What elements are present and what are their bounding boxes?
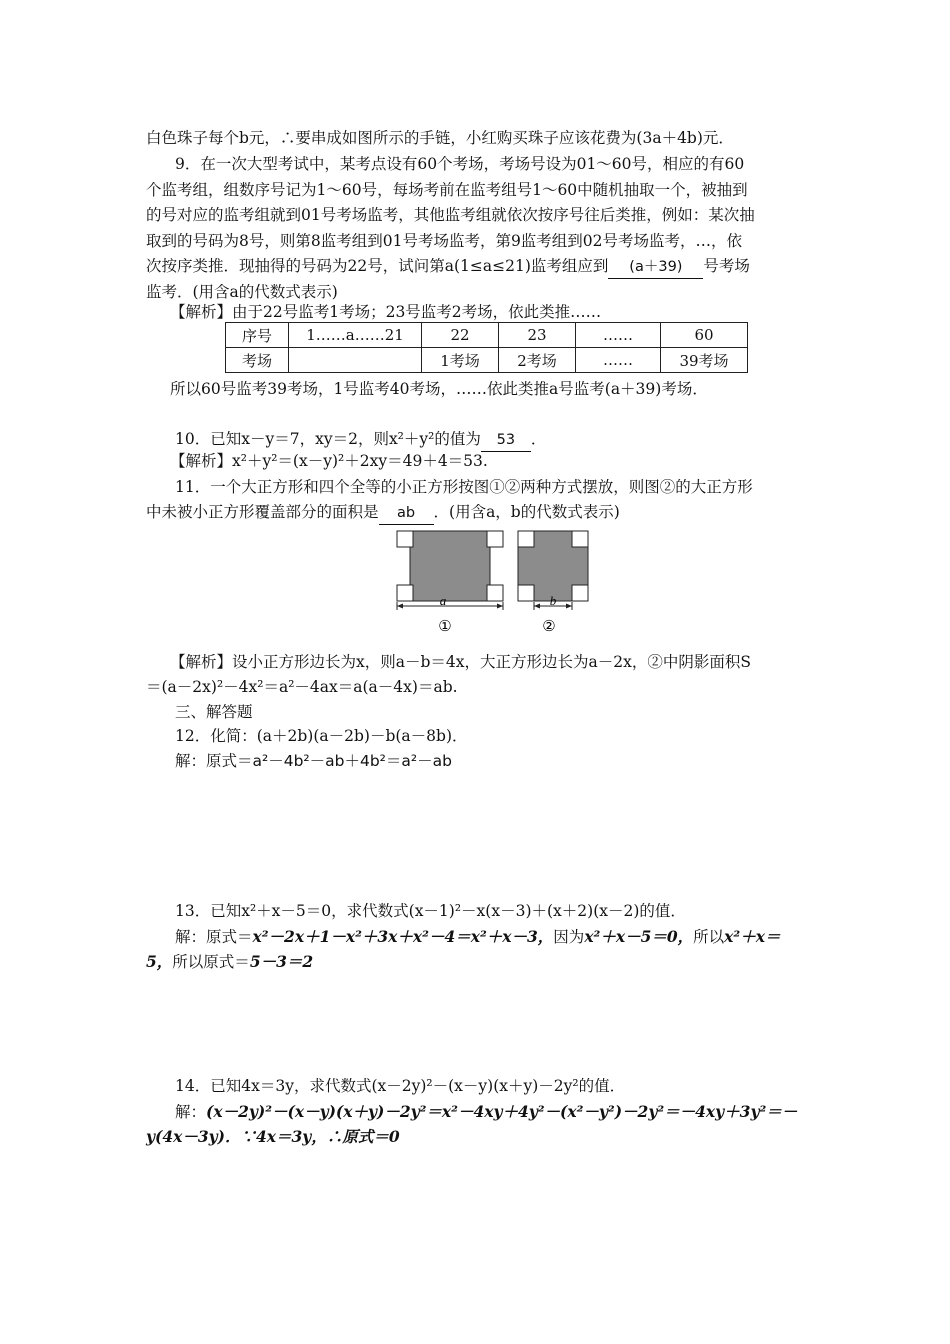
table xyxy=(225,322,748,373)
text-segment: 解：原式＝ xyxy=(175,928,253,946)
table-cell: 60 xyxy=(661,323,748,348)
text-segment: 10．已知x－y＝7，xy＝2，则x²＋y²的值为 xyxy=(175,430,481,448)
text-line: 个监考组，组数序号记为1～60号，每场考前在监考组号1～60中随机抽取一个，被抽到 xyxy=(146,181,748,199)
solution-expression: a²－4b²－ab＋4b²＝a²－ab xyxy=(252,752,452,770)
text-segment: 所以 xyxy=(693,928,725,946)
solution-expression: x²＋x－5＝0， xyxy=(584,927,694,946)
text-line xyxy=(146,1126,400,1148)
text-line: 的号对应的监考组就到01号考场监考，其他监考组就依次按序号往后类推，例如：某次抽 xyxy=(146,206,755,224)
solution-14 xyxy=(175,1101,797,1123)
table-row xyxy=(226,348,748,373)
table-cell: …… xyxy=(576,323,661,348)
question-9: 9．在一次大型考试中，某考点设有60个考场，考场号设为01～60号，相应的有60 xyxy=(175,155,745,173)
label-a: a xyxy=(439,593,447,608)
small-square xyxy=(572,585,588,601)
text-line: 所以60号监考39考场，1号监考40考场，……依此类推a号监考(a＋39)考场． xyxy=(170,380,708,398)
solution-expression: x²－2x＋1－x²＋3x＋x²－4＝x²＋x－3， xyxy=(252,927,554,946)
arrow-head xyxy=(497,604,503,609)
table-cell: 23 xyxy=(499,323,576,348)
small-square xyxy=(572,531,588,547)
table-cell: 2考场 xyxy=(499,348,576,373)
text-segment: 解： xyxy=(175,1103,207,1121)
figure-2 xyxy=(518,531,588,635)
text-line: 白色珠子每个b元，∴要串成如图所示的手链，小红购买珠子应该花费为(3a＋4b)元． xyxy=(146,129,734,147)
text-line: ＝(a－2x)²－4x²＝a²－4ax＝a(a－4x)＝ab. xyxy=(146,678,458,696)
answer-blank: (a＋39) xyxy=(608,256,703,279)
question-10 xyxy=(175,428,546,452)
table-cell: 考场 xyxy=(226,348,289,373)
solution-expression: ∴原式＝0 xyxy=(326,1127,400,1146)
answer-blank: ab xyxy=(379,502,434,525)
caption-2: ② xyxy=(542,617,556,635)
table-cell: 序号 xyxy=(226,323,289,348)
solution-expression: x²＋x＝ xyxy=(724,927,781,946)
text-line xyxy=(146,255,750,279)
table-cell: …… xyxy=(576,348,661,373)
caption-1: ① xyxy=(438,617,452,635)
arrow-head xyxy=(397,604,403,609)
small-square xyxy=(487,585,503,601)
text-segment: 因为 xyxy=(553,928,585,946)
table-row xyxy=(226,323,748,348)
explanation: 【解析】由于22号监考1考场；23号监考2考场，依此类推…… xyxy=(170,303,602,321)
arrow-head xyxy=(566,604,572,609)
table-cell xyxy=(289,348,422,373)
solution-expression: y(4x－3y)． xyxy=(146,1127,241,1146)
arrow-head xyxy=(534,604,540,609)
text-segment: 次按序类推．现抽得的号码为22号，试问第a(1≤a≤21)监考组应到 xyxy=(146,257,609,275)
solution-expression: 5－3＝2 xyxy=(249,952,314,971)
solution-expression: ∵4x＝3y， xyxy=(240,1127,327,1146)
text-line: 监考．(用含a的代数式表示) xyxy=(146,283,338,301)
table-cell: 1考场 xyxy=(422,348,499,373)
solution-expression: 5， xyxy=(146,952,173,971)
question-13: 13．已知x²＋x－5＝0，求代数式(x－1)²－x(x－3)＋(x＋2)(x－2)的值． xyxy=(175,902,686,920)
text-segment: ． xyxy=(530,430,547,448)
text-segment: ．(用含a，b的代数式表示) xyxy=(433,503,620,521)
large-square-shaded xyxy=(410,531,490,601)
solution-13 xyxy=(175,926,780,948)
question-14: 14．已知4x＝3y，求代数式(x－2y)²－(x－y)(x＋y)－2y²的值． xyxy=(175,1077,626,1095)
small-square xyxy=(518,531,534,547)
table-cell: 22 xyxy=(422,323,499,348)
figure-1 xyxy=(397,531,503,635)
section-heading: 三、解答题 xyxy=(175,703,253,721)
text-segment: 号考场 xyxy=(703,257,750,275)
text-line: 取到的号码为8号，则第8监考组到01号考场监考，第9监考组到02号考场监考，…，依 xyxy=(146,232,743,250)
solution-expression: (x－2y)²－(x－y)(x＋y)－2y²＝x²－4xy＋4y²－(x²－y²)－2y²＝－4xy＋3y²＝－ xyxy=(206,1102,798,1121)
text-line xyxy=(146,951,313,973)
question-12: 12．化简：(a＋2b)(a－2b)－b(a－8b)． xyxy=(175,727,468,745)
text-segment: 解：原式＝ xyxy=(175,752,253,770)
question-11: 11．一个大正方形和四个全等的小正方形按图①②两种方式摆放，则图②的大正方形 xyxy=(175,478,753,496)
table-cell: 1……a……21 xyxy=(289,323,422,348)
small-square xyxy=(518,585,534,601)
explanation: 【解析】设小正方形边长为x，则a－b＝4x，大正方形边长为a－2x，②中阴影面积S xyxy=(170,653,751,671)
small-square xyxy=(397,585,413,601)
small-square xyxy=(397,531,413,547)
explanation: 【解析】x²＋y²＝(x－y)²＋2xy＝49＋4＝53. xyxy=(170,452,488,470)
text-segment: 所以原式＝ xyxy=(172,953,250,971)
solution-12 xyxy=(175,750,452,772)
text-line xyxy=(146,501,620,525)
label-b: b xyxy=(549,593,557,608)
small-square xyxy=(487,531,503,547)
answer-blank: 53 xyxy=(481,429,531,452)
text-segment: 中未被小正方形覆盖部分的面积是 xyxy=(146,503,379,521)
table-cell: 39考场 xyxy=(661,348,748,373)
square-figures xyxy=(395,528,605,638)
